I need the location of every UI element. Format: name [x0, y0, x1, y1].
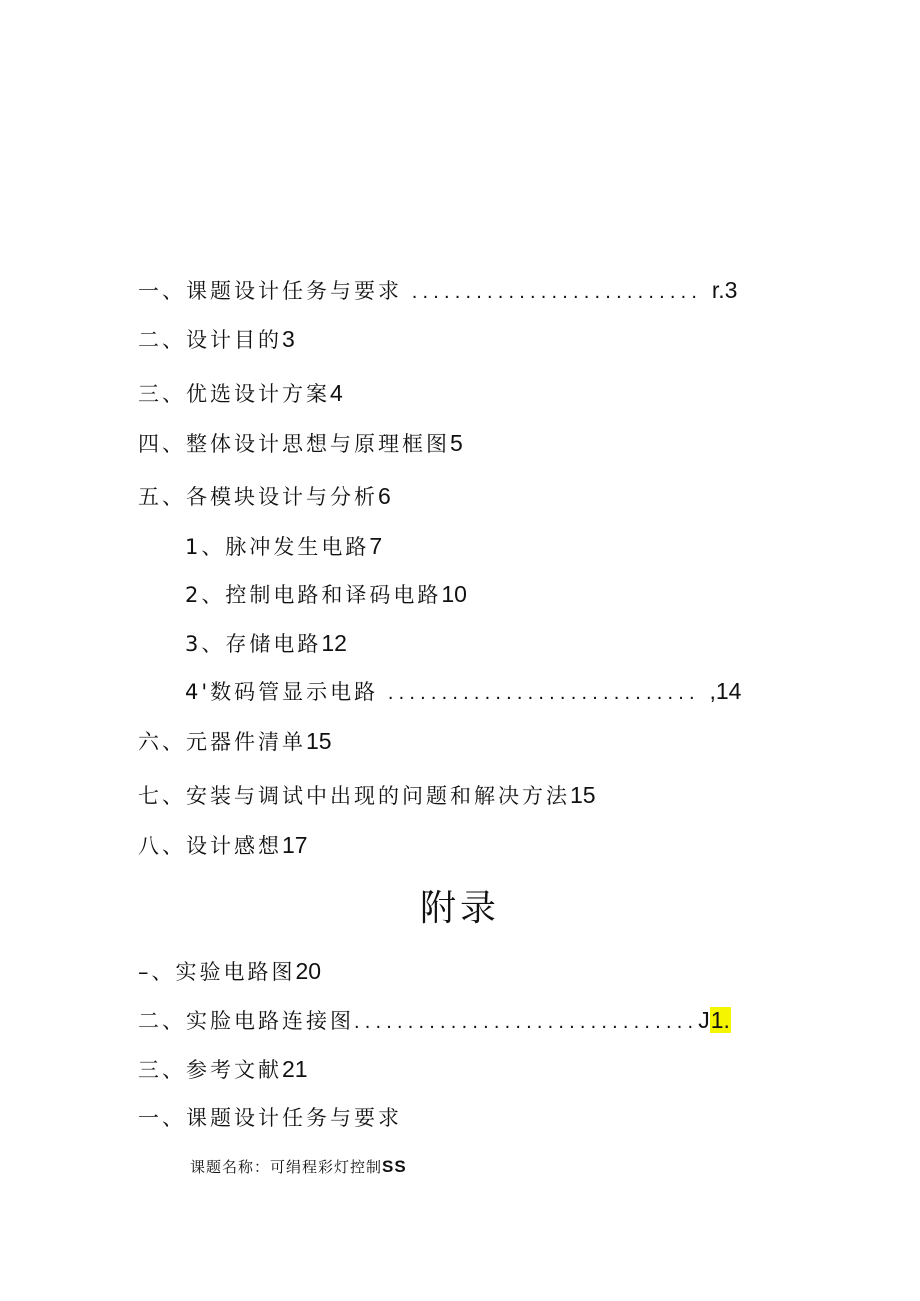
- toc-entry-2[interactable]: [138, 325, 295, 354]
- toc-entry-title: 三、优选设计方案: [138, 382, 330, 406]
- toc-entry-8[interactable]: [138, 831, 308, 860]
- highlighted-page-number: 1.: [710, 1007, 730, 1033]
- project-title-suffix: SS: [382, 1157, 407, 1176]
- toc-entry-title: 2、控制电路和译码电路: [185, 583, 442, 607]
- toc-leader-dots: ...........................: [411, 281, 703, 303]
- toc-entry-title: 七、安装与调试中出现的问题和解决方法: [138, 784, 570, 808]
- project-title-label: 课题名称：可绢程彩灯控制: [190, 1158, 383, 1176]
- toc-entry-4[interactable]: [138, 429, 463, 458]
- toc-leader-dots: ................................: [354, 1011, 699, 1033]
- toc-page-number: 15: [306, 728, 332, 754]
- toc-entry-title: 1、脉冲发生电路: [185, 535, 370, 559]
- toc-entry-5-2[interactable]: [185, 580, 467, 609]
- toc-entry-7[interactable]: [138, 781, 596, 810]
- toc-page-number: 21: [282, 1056, 308, 1082]
- toc-entry-5-1[interactable]: [185, 532, 382, 561]
- toc-page-number: 20: [295, 958, 322, 984]
- toc-page-number: 15: [570, 782, 596, 808]
- toc-entry-1[interactable]: [138, 276, 737, 306]
- toc-page-number: 4: [330, 380, 343, 406]
- toc-entry-title: 3、存储电路: [185, 632, 322, 656]
- appendix-entry-1[interactable]: [138, 957, 321, 986]
- toc-page-number: ,14: [709, 678, 742, 704]
- toc-page-number: 3: [282, 326, 295, 352]
- toc-page-number: 7: [369, 533, 383, 559]
- section-heading-text: 一、课题设计任务与要求: [138, 1106, 402, 1130]
- toc-page-number: r.3: [711, 277, 738, 303]
- toc-entry-title: 三、参考文献: [138, 1058, 282, 1082]
- toc-entry-title: 六、元器件清单: [138, 730, 306, 754]
- toc-entry-title: 一、课题设计任务与要求: [138, 279, 402, 303]
- appendix-entry-3[interactable]: [138, 1055, 308, 1084]
- toc-entry-3[interactable]: [138, 379, 343, 408]
- appendix-heading: 附录: [419, 888, 500, 929]
- toc-page-number: 10: [441, 581, 467, 607]
- toc-entry-title: 八、设计感想: [138, 834, 282, 858]
- toc-page-number: 17: [282, 832, 308, 858]
- toc-entry-title: 4'数码管显示电路: [185, 680, 379, 704]
- section-heading: [138, 1104, 402, 1132]
- toc-entry-title: –、实验电路图: [138, 960, 296, 984]
- toc-leader-dots: .............................: [387, 682, 700, 704]
- toc-entry-5-3[interactable]: [185, 629, 347, 658]
- toc-page-number: 12: [321, 630, 347, 656]
- project-title-line: [190, 1157, 407, 1177]
- toc-entry-title: 五、各模块设计与分析: [138, 485, 378, 509]
- toc-entry-title: 四、整体设计思想与原理框图: [138, 432, 450, 456]
- toc-page-number: 5: [450, 430, 463, 456]
- toc-entry-5[interactable]: [138, 482, 391, 511]
- toc-entry-6[interactable]: [138, 727, 332, 756]
- toc-page-number: 6: [378, 483, 391, 509]
- toc-entry-title: 二、设计目的: [138, 328, 282, 352]
- toc-entry-5-4[interactable]: [185, 677, 741, 707]
- toc-entry-title: 二、实脸电路连接图: [138, 1009, 354, 1033]
- toc-page-prefix: J: [698, 1007, 710, 1033]
- appendix-entry-2[interactable]: [138, 1006, 731, 1036]
